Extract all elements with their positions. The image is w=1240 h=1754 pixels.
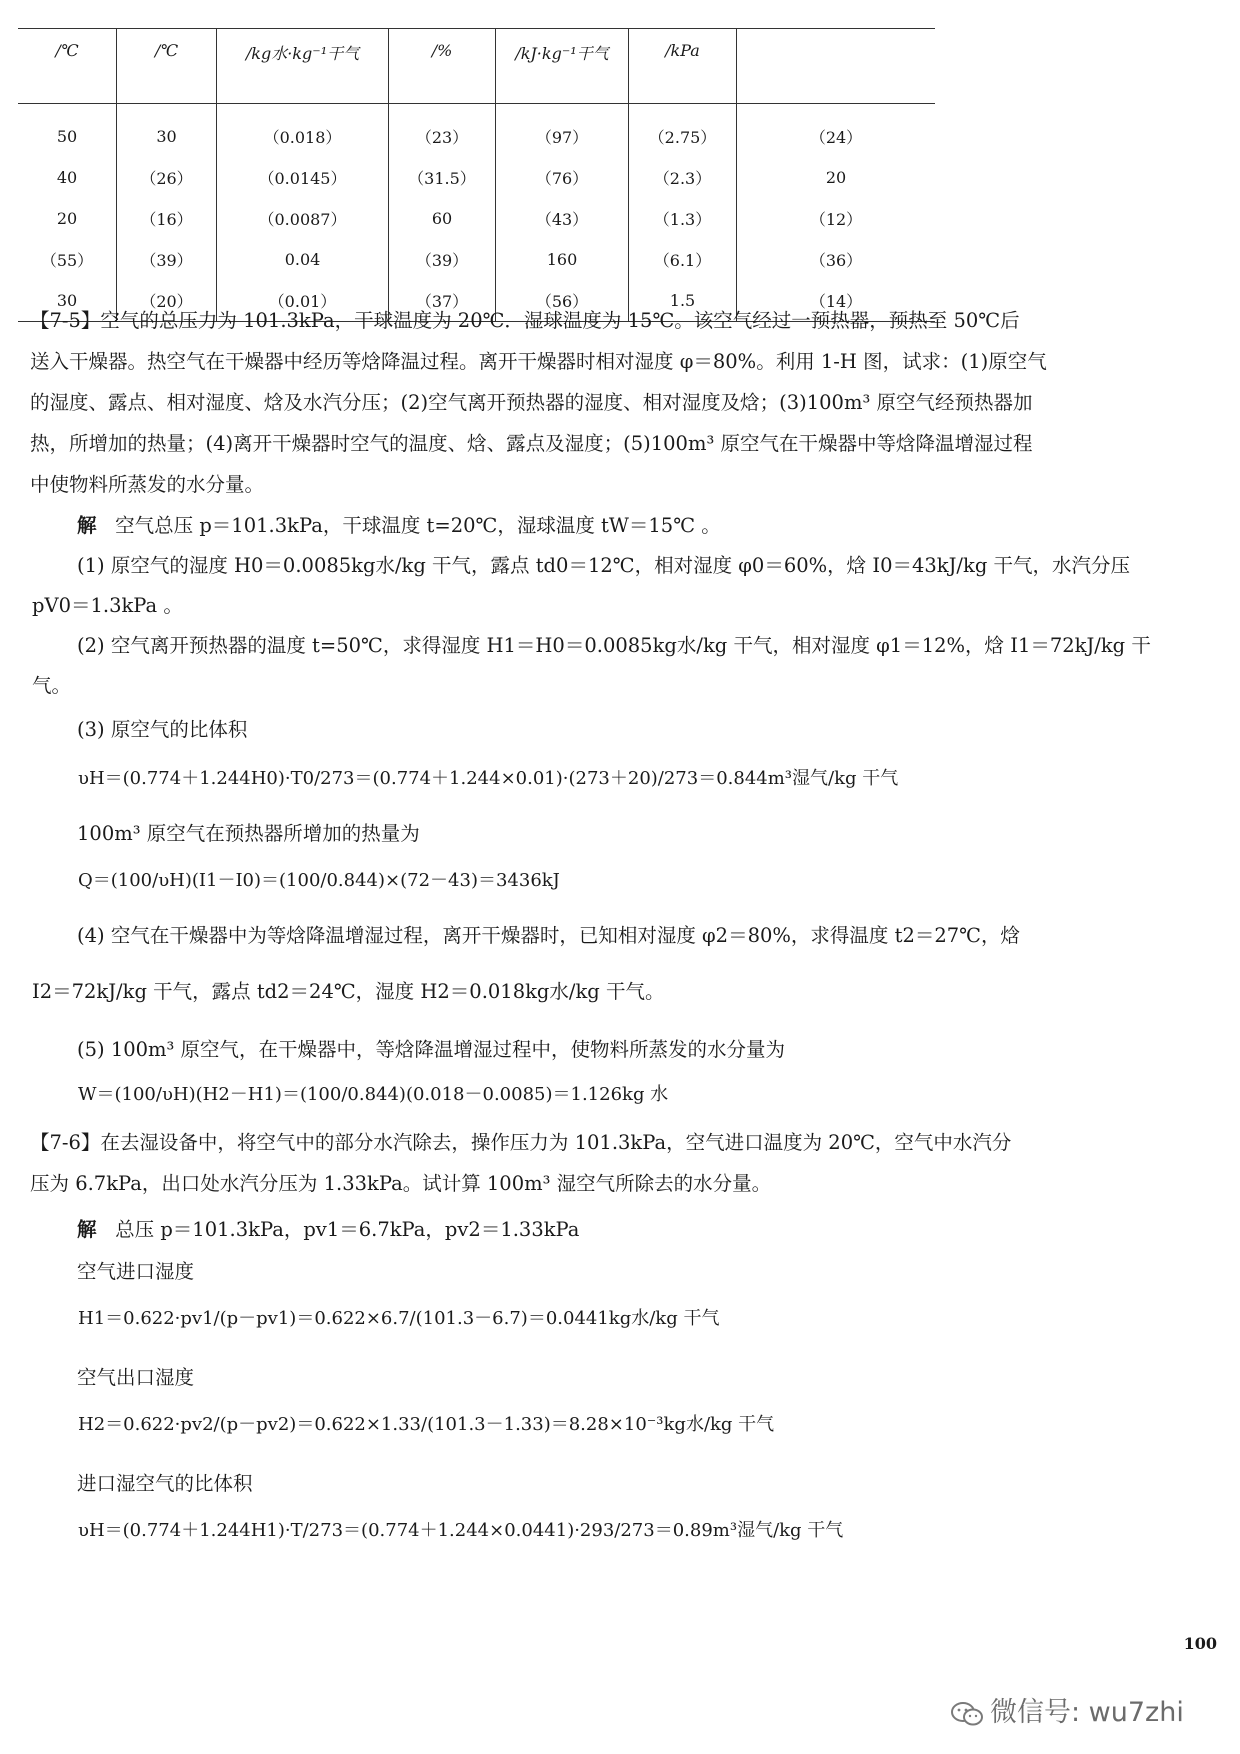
- table-header-cell: [737, 29, 936, 104]
- equation-inlet-volume: υH＝(0.774＋1.244H1)·T/273＝(0.774＋1.244×0.0441)·293/273＝0.89m³湿气/kg 干气: [78, 1520, 844, 1541]
- table-cell: （12）: [737, 198, 936, 239]
- humidity-table: [18, 28, 935, 322]
- table-cell: （31.5）: [389, 157, 496, 198]
- specific-volume-label: 进口湿空气的比体积: [77, 1472, 253, 1495]
- solution-text: 空气总压 p＝101.3kPa，干球温度 t=20℃，湿球温度 tW＝15℃ 。: [115, 514, 721, 537]
- table-cell: （0.0087）: [217, 198, 389, 239]
- paragraph-line: 压为 6.7kPa，出口处水汽分压为 1.33kPa。试计算 100m³ 湿空气所除去的水分量。: [30, 1172, 772, 1195]
- table-cell: （23）: [389, 104, 496, 158]
- table-header-cell: /kPa: [629, 29, 737, 104]
- table-cell: （26）: [117, 157, 217, 198]
- table-cell: 20: [737, 157, 936, 198]
- step-3-heading: (3) 原空气的比体积: [77, 718, 248, 741]
- paragraph-line: 中使物料所蒸发的水分量。: [30, 473, 265, 496]
- step-2-line-a: (2) 空气离开预热器的温度 t=50℃，求得湿度 H1＝H0＝0.0085kg水/kg 干气，相对湿度 φ1＝12%，焓 I1＝72kJ/kg 干: [77, 634, 1151, 657]
- wechat-icon: [950, 1701, 984, 1727]
- equation-specific-volume: υH＝(0.774＋1.244H0)·T0/273＝(0.774＋1.244×0.01)·(273＋20)/273＝0.844m³湿气/kg 干气: [78, 768, 899, 789]
- equation-inlet-humidity: H1＝0.622·pv1/(p－pv1)＝0.622×6.7/(101.3－6.7)＝0.0441kg水/kg 干气: [78, 1308, 720, 1329]
- table-cell: （55）: [18, 239, 117, 280]
- table-cell: 30: [18, 280, 117, 322]
- solution-label: 解: [77, 514, 97, 537]
- paragraph-line: 送入干燥器。热空气在干燥器中经历等焓降温过程。离开干燥器时相对湿度 φ＝80%。利用 1-H 图，试求：(1)原空气: [30, 350, 1047, 373]
- page-number: 100: [1183, 1634, 1217, 1653]
- step-2-line-b: 气。: [32, 674, 72, 697]
- step-4-line-a: (4) 空气在干燥器中为等焓降温增湿过程，离开干燥器时，已知相对湿度 φ2＝80%，求得温度 t2＝27℃，焓: [77, 924, 1020, 947]
- table-cell: （37）: [389, 280, 496, 322]
- table-cell: （39）: [389, 239, 496, 280]
- table-cell: （16）: [117, 198, 217, 239]
- problem-7-6-text: [30, 1122, 1220, 1204]
- paragraph-line: 【7-5】空气的总压力为 101.3kPa，干球温度为 20℃．湿球温度为 15℃。该空气经过一预热器，预热至 50℃后: [30, 309, 1020, 332]
- table-cell: （76）: [496, 157, 629, 198]
- step-3-heat-label: 100m³ 原空气在预热器所增加的热量为: [77, 822, 420, 845]
- table-cell: 20: [18, 198, 117, 239]
- table-header-cell: /℃: [18, 29, 117, 104]
- step-1-line-a: (1) 原空气的湿度 H0＝0.0085kg水/kg 干气，露点 td0＝12℃，相对湿度 φ0＝60%，焓 I0＝43kJ/kg 干气，水汽分压: [77, 554, 1131, 577]
- table-header-cell: /℃: [117, 29, 217, 104]
- solution-text: 总压 p＝101.3kPa，pv1＝6.7kPa，pv2＝1.33kPa: [115, 1218, 580, 1241]
- table-header-cell: /%: [389, 29, 496, 104]
- watermark: [950, 1690, 1184, 1729]
- table-cell: （0.0145）: [217, 157, 389, 198]
- table-cell: 40: [18, 157, 117, 198]
- table-cell: （6.1）: [629, 239, 737, 280]
- paragraph-line: 【7-6】在去湿设备中，将空气中的部分水汽除去，操作压力为 101.3kPa，空气进口温度为 20℃，空气中水汽分: [30, 1131, 1012, 1154]
- table-cell: （97）: [496, 104, 629, 158]
- table-cell: 160: [496, 239, 629, 280]
- table-cell: （0.01）: [217, 280, 389, 322]
- equation-heat: Q＝(100/υH)(I1－I0)＝(100/0.844)×(72－43)＝3436kJ: [78, 870, 560, 891]
- table-cell: （1.3）: [629, 198, 737, 239]
- table-header-cell: /kJ·kg⁻¹干气: [496, 29, 629, 104]
- table-row: [18, 157, 935, 198]
- table-cell: （2.75）: [629, 104, 737, 158]
- table-cell: （56）: [496, 280, 629, 322]
- solution-7-5-intro: [77, 508, 721, 544]
- table-header-row: [18, 29, 935, 104]
- table-cell: （14）: [737, 280, 936, 322]
- table-row: [18, 239, 935, 280]
- step-4-line-b: I2＝72kJ/kg 干气，露点 td2＝24℃，湿度 H2＝0.018kg水/kg 干气。: [32, 980, 665, 1003]
- solution-label: 解: [77, 1218, 97, 1241]
- equation-water: W＝(100/υH)(H2－H1)＝(100/0.844)(0.018－0.0085)＝1.126kg 水: [78, 1084, 669, 1105]
- equation-outlet-humidity: H2＝0.622·pv2/(p－pv2)＝0.622×1.33/(101.3－1.33)＝8.28×10⁻³kg水/kg 干气: [78, 1414, 775, 1435]
- table-row: [18, 104, 935, 158]
- paragraph-line: 热，所增加的热量；(4)离开干燥器时空气的温度、焓、露点及湿度；(5)100m³ 原空气在干燥器中等焓降温增湿过程: [30, 432, 1033, 455]
- problem-7-5-text: [30, 300, 1220, 505]
- table-cell: （39）: [117, 239, 217, 280]
- inlet-humidity-label: 空气进口湿度: [77, 1260, 195, 1283]
- table-cell: （20）: [117, 280, 217, 322]
- table-cell: （36）: [737, 239, 936, 280]
- table-header-cell: /kg水·kg⁻¹干气: [217, 29, 389, 104]
- table-cell: 30: [117, 104, 217, 158]
- solution-7-6-intro: [77, 1212, 579, 1248]
- watermark-text: 微信号: wu7zhi: [990, 1697, 1184, 1728]
- table-cell: 0.04: [217, 239, 389, 280]
- paragraph-line: 的湿度、露点、相对湿度、焓及水汽分压；(2)空气离开预热器的湿度、相对湿度及焓；(3)100m³ 原空气经预热器加: [30, 391, 1033, 414]
- step-1-line-b: pV0＝1.3kPa 。: [32, 594, 183, 617]
- table-cell: （43）: [496, 198, 629, 239]
- table-cell: 1.5: [629, 280, 737, 322]
- table-cell: （0.018）: [217, 104, 389, 158]
- table-cell: （2.3）: [629, 157, 737, 198]
- outlet-humidity-label: 空气出口湿度: [77, 1366, 195, 1389]
- step-5-heading: (5) 100m³ 原空气，在干燥器中，等焓降温增湿过程中，使物料所蒸发的水分量为: [77, 1038, 786, 1061]
- table-row: [18, 198, 935, 239]
- table-cell: 60: [389, 198, 496, 239]
- table-cell: 50: [18, 104, 117, 158]
- table-cell: （24）: [737, 104, 936, 158]
